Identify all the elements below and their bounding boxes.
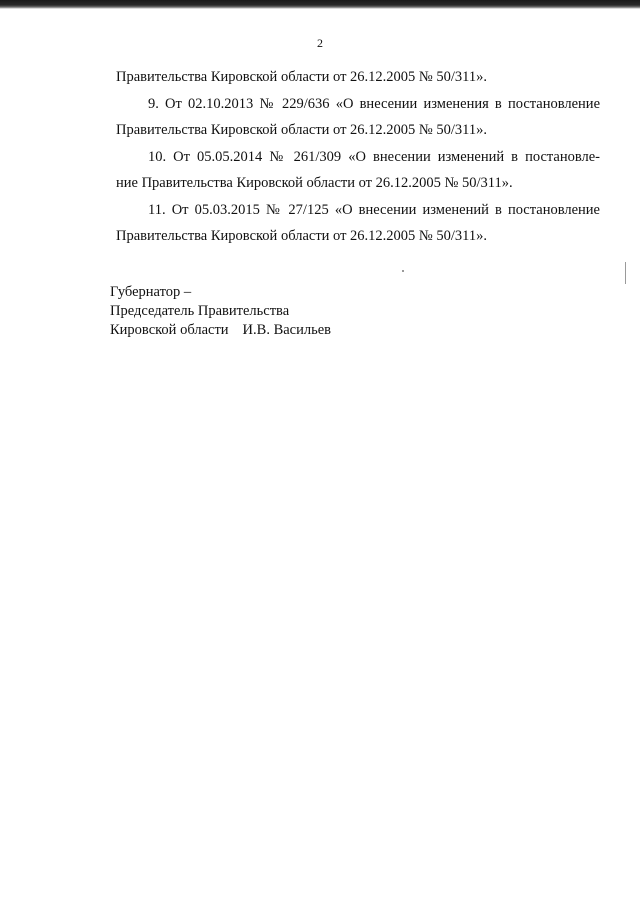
paragraph-9-line-2: Правительства Кировской области от 26.12.2005 № 50/311». (116, 122, 488, 138)
signature-block (110, 283, 331, 340)
signatory-name: И.В. Васильев (242, 322, 331, 338)
paragraph-9-line-1: 9. От 02.10.2013 № 229/636 «О внесении изменения в постановление (148, 95, 600, 112)
paragraph-8-continuation: Правительства Кировской области от 26.12.2005 № 50/311». (116, 69, 488, 85)
page-number: 2 (317, 36, 323, 50)
document-body (116, 64, 600, 250)
paragraph-11-line-1: 11. От 05.03.2015 № 27/125 «О внесении изменений в постановление (148, 201, 600, 218)
signature-title-line-3 (110, 321, 331, 340)
signature-title-line-2: Председатель Правительства (110, 303, 290, 319)
scan-top-edge (0, 0, 640, 9)
scan-speck (402, 270, 404, 272)
signature-region: Кировской области (110, 322, 229, 338)
signature-title-line-1: Губернатор – (110, 284, 192, 300)
paragraph-10-line-2: ние Правительства Кировской области от 26.12.2005 № 50/311». (116, 175, 513, 191)
scan-speck (625, 262, 626, 284)
paragraph-11-line-2: Правительства Кировской области от 26.12.2005 № 50/311». (116, 228, 488, 244)
paragraph-10-line-1: 10. От 05.05.2014 № 261/309 «О внесении изменений в постановле- (148, 148, 600, 165)
